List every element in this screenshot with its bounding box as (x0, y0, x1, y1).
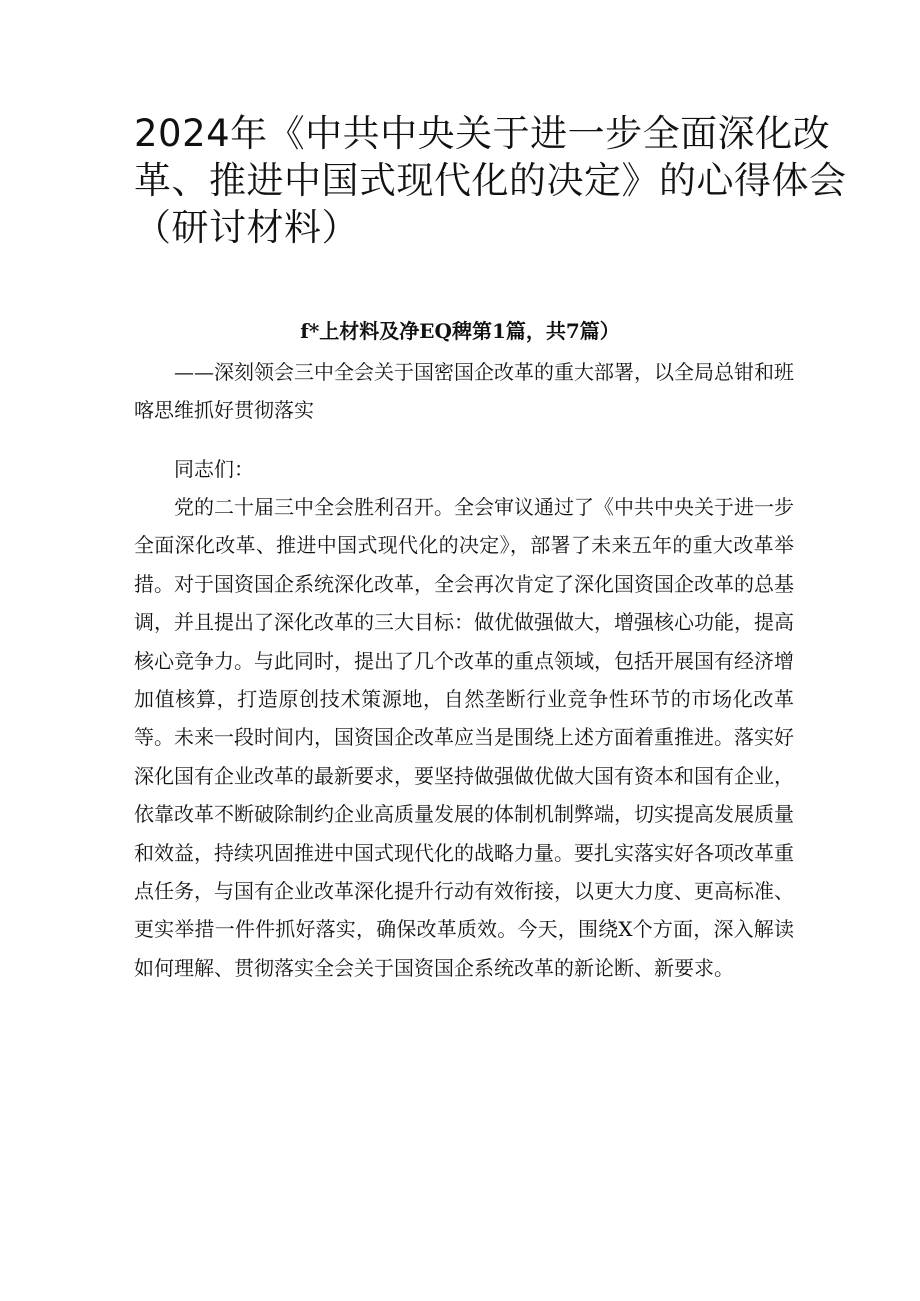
lead-line: ——深刻领会三中全会关于国密国企改革的重大部署，以全局总钳和班喀思维抓好贯彻落实 (134, 360, 794, 423)
document-title (134, 110, 847, 251)
main-paragraph-text: 党的二十届三中全会胜利召开。全会审议通过了《中共中央关于进一步全面深化改革、推进中国式现代化的决定》，部署了未来五年的重大改革举措。对于国资国企系统深化改革，全会再次肯定了深化国资国企改革的总基调，并且提出了深化改革的三大目标：做优做强做大，增强核心功能，提高核心竞争力。与此同时，提出了几个改革的重点领域，包括开展国有经济增加值核算，打造原创技术策源地，自然垄断行业竞争性环节的市场化改革等。未来一段时间内，国资国企改革应当是围绕上述方面着重推进。落实好深化国有企业改革的最新要求，要坚持做强做优做大国有资本和国有企业，依靠改革不断破除制约企业高质量发展的体制机制弊端，切实提高发展质量和效益，持续巩固推进中国式现代化的战略力量。要扎实落实好各项改革重点任务，与国有企业改革深化提升行动有效衔接，以更大力度、更高标准、更实举措一件件抓好落实，确保改革质效。今天，围绕X个方面，深入解读如何理解、贯彻落实全会关于国资国企系统改革的新论断、新要求。 (134, 495, 794, 980)
title-line-1: 2024年《中共中央关于进一步全面深化改 (134, 112, 831, 155)
title-line-3: （研讨材料） (134, 206, 359, 249)
document-subtitle: f*上材料及净EQ稗第1篇，共7篇） (300, 319, 620, 343)
greeting-text: 同志们： (174, 457, 254, 481)
lead-paragraph (134, 353, 794, 430)
greeting-paragraph (134, 450, 794, 488)
title-line-2: 革、推进中国式现代化的决定》的心得体会 (134, 159, 847, 202)
main-paragraph (134, 488, 794, 987)
